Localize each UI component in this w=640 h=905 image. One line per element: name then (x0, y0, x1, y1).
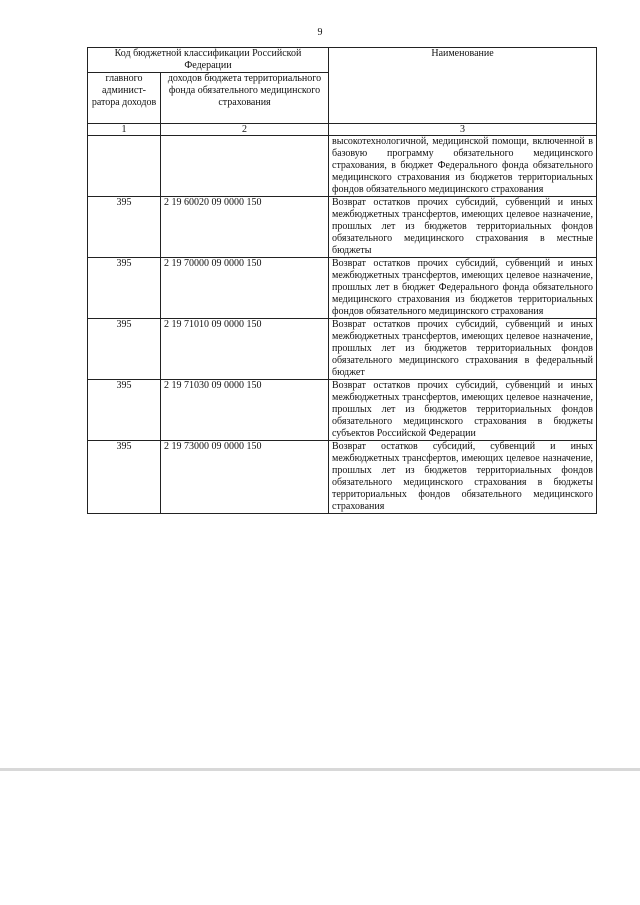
column-number-row (88, 124, 597, 136)
budget-code-cell: 2 19 71010 09 0000 150 (161, 319, 329, 380)
name-cell: Возврат остатков субсидий, субвенций и иных межбюджетных трансфертов, имеющих целевое назначение, прошлых лет из бюджетов территориальных фондов обязательного медицинского страхования в бюджеты территориальных фондов обязательного медицинского страхования (329, 441, 597, 514)
name-cell: Возврат остатков прочих субсидий, субвенций и иных межбюджетных трансфертов, имеющих целевое назначение, прошлых лет из бюджетов территориальных фондов обязательного медицинского страхования в федеральный бюджет (329, 319, 597, 380)
budget-classification-table (87, 47, 597, 514)
name-cell: высокотехнологичной, медицинской помощи, включенной в базовую программу обязательного медицинского страхования, в бюджет Федерального фонда обязательного медицинского страхования из бюджетов территориальных фондов обязательного медицинского страхования (329, 136, 597, 197)
admin-code-cell: 395 (88, 441, 161, 514)
table-row (88, 380, 597, 441)
admin-code-cell: 395 (88, 380, 161, 441)
header-name-column: Наименование (329, 48, 597, 124)
page-edge-shadow (0, 768, 640, 771)
budget-code-cell: 2 19 70000 09 0000 150 (161, 258, 329, 319)
column-number-1: 1 (88, 124, 161, 136)
name-cell: Возврат остатков прочих субсидий, субвенций и иных межбюджетных трансфертов, имеющих целевое назначение, прошлых лет в бюджет Федерального фонда обязательного медицинского страхования из бюджетов территориальных фондов обязательного медицинского страхования (329, 258, 597, 319)
page-number: 9 (317, 27, 323, 38)
name-cell: Возврат остатков прочих субсидий, субвенций и иных межбюджетных трансфертов, имеющих целевое назначение, прошлых лет из бюджетов территориальных фондов обязательного медицинского страхования в местные бюджеты (329, 197, 597, 258)
table-row (88, 319, 597, 380)
budget-code-cell (161, 136, 329, 197)
table-row (88, 197, 597, 258)
admin-code-cell: 395 (88, 319, 161, 380)
admin-code-cell (88, 136, 161, 197)
table-row (88, 136, 597, 197)
header-group-title: Код бюджетной классификации Российской Федерации (88, 48, 329, 73)
table-row (88, 441, 597, 514)
header-admin-column: главного админист-ратора доходов (88, 73, 161, 124)
name-cell: Возврат остатков прочих субсидий, субвенций и иных межбюджетных трансфертов, имеющих целевое назначение, прошлых лет из бюджетов территориальных фондов обязательного медицинского страхования в бюджеты субъектов Российской Федерации (329, 380, 597, 441)
table-header-row (88, 48, 597, 73)
column-number-2: 2 (161, 124, 329, 136)
budget-code-cell: 2 19 71030 09 0000 150 (161, 380, 329, 441)
header-code-column: доходов бюджета территориального фонда обязательного медицинского страхования (161, 73, 329, 124)
budget-code-cell: 2 19 73000 09 0000 150 (161, 441, 329, 514)
column-number-3: 3 (329, 124, 597, 136)
budget-code-cell: 2 19 60020 09 0000 150 (161, 197, 329, 258)
admin-code-cell: 395 (88, 197, 161, 258)
admin-code-cell: 395 (88, 258, 161, 319)
table-row (88, 258, 597, 319)
